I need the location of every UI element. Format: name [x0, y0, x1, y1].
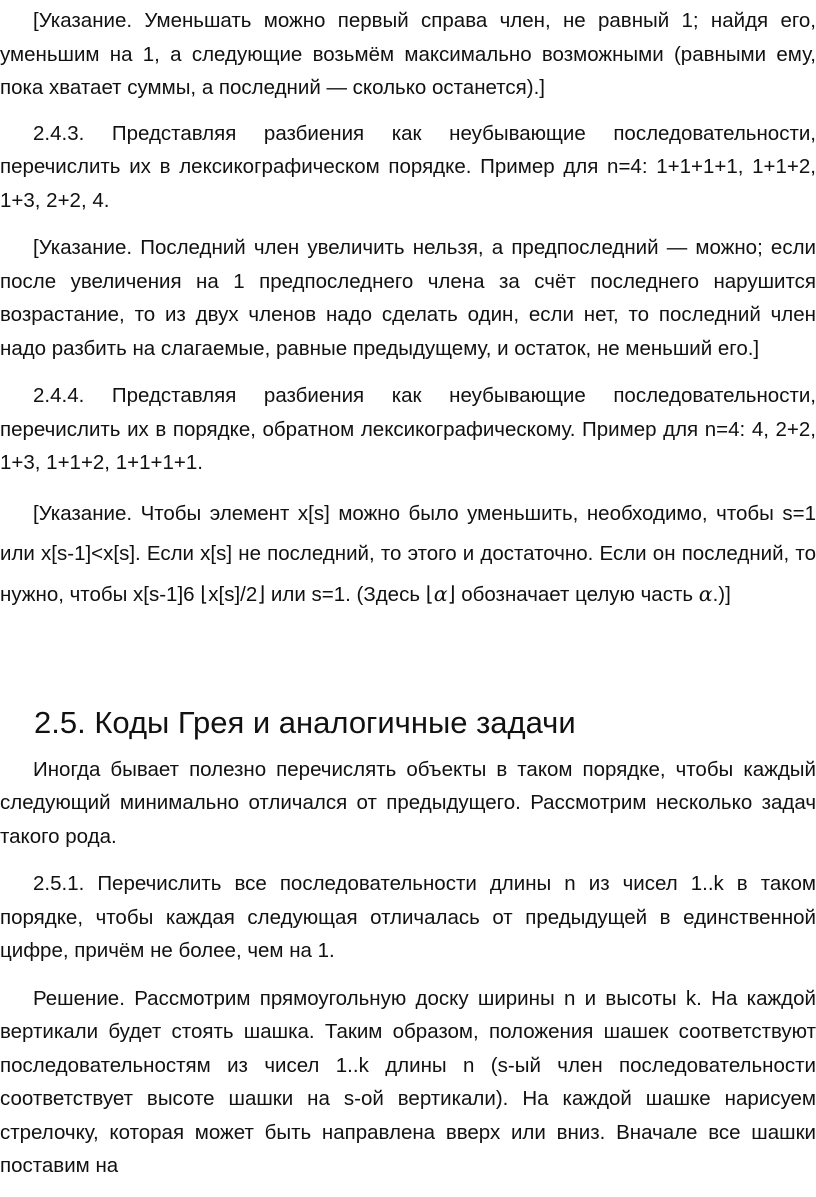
hint-paragraph-2-4-4 [0, 494, 816, 615]
hint-text-part-1: [Указание. Чтобы элемент x[s] можно было уменьшить, необходимо, чтобы s=1 или x[s-1]<x[s]. Если x[s] не последний, то этого и достаточно. Если он последний, то нужно, чтобы x[s-1]6 ⌊x[s]/2⌋ или s=1. (Здесь ⌊ [0, 501, 816, 606]
alpha-symbol: α [433, 581, 448, 606]
problem-2-4-3: 2.4.3. Представляя разбиения как неубывающие последовательности, перечислить их в лексикографическом порядке. Пример для n=4: 1+1+1+1, 1+1+2, 1+3, 2+2, 4. [0, 121, 816, 212]
alpha-symbol: α [698, 581, 713, 606]
problem-2-5-1: 2.5.1. Перечислить все последовательности длины n из чисел 1..k в таком порядке, чтобы каждая следующая отличалась от предыдущей в единственной цифре, причём не более, чем на 1. [0, 872, 816, 962]
hint-paragraph-2-4-3: [Указание. Последний член увеличить нельзя, а предпоследний — можно; если после увеличения на 1 предпоследнего члена за счёт последнего нарушится возрастание, то из двух членов надо сделать один, если нет, то последний член надо разбить на слагаемые, равные предыдущему, и остаток, не меньший его.] [0, 236, 816, 360]
hint-paragraph-2-4-2: [Указание. Уменьшать можно первый справа член, не равный 1; найдя его, уменьшим на 1, а следующие возьмём максимально возможными (равными ему, пока хватает суммы, а последний — сколько останется).] [0, 9, 816, 99]
problem-2-4-4: 2.4.4. Представляя разбиения как неубывающие последовательности, перечислить их в порядке, обратном лексикографическому. Пример для n=4: 4, 2+2, 1+3, 1+1+2, 1+1+1+1. [0, 384, 816, 474]
hint-text-part-3: .)] [712, 582, 731, 606]
hint-text-part-2: ⌋ обозначает целую часть [447, 582, 699, 606]
intro-paragraph-2-5: Иногда бывает полезно перечислять объекты в таком порядке, чтобы каждый следующий минимально отличался от предыдущего. Рассмотрим несколько задач такого рода. [0, 757, 816, 848]
section-heading-2-5: 2.5. Коды Грея и аналогичные задачи [34, 704, 576, 740]
document-page [0, 4, 816, 1197]
solution-paragraph-2-5-1: Решение. Рассмотрим прямоугольную доску ширины n и высоты k. На каждой вертикали будет стоять шашка. Таким образом, положения шашек соответствуют последовательностям из чисел 1..k длины n (s-ый член последовательности соответствует высоте шашки на s-ой вертикали). На каждой шашке нарисуем стрелочку, которая может быть направлена вверх или вниз. Вначале все шашки поставим на [0, 986, 816, 1177]
